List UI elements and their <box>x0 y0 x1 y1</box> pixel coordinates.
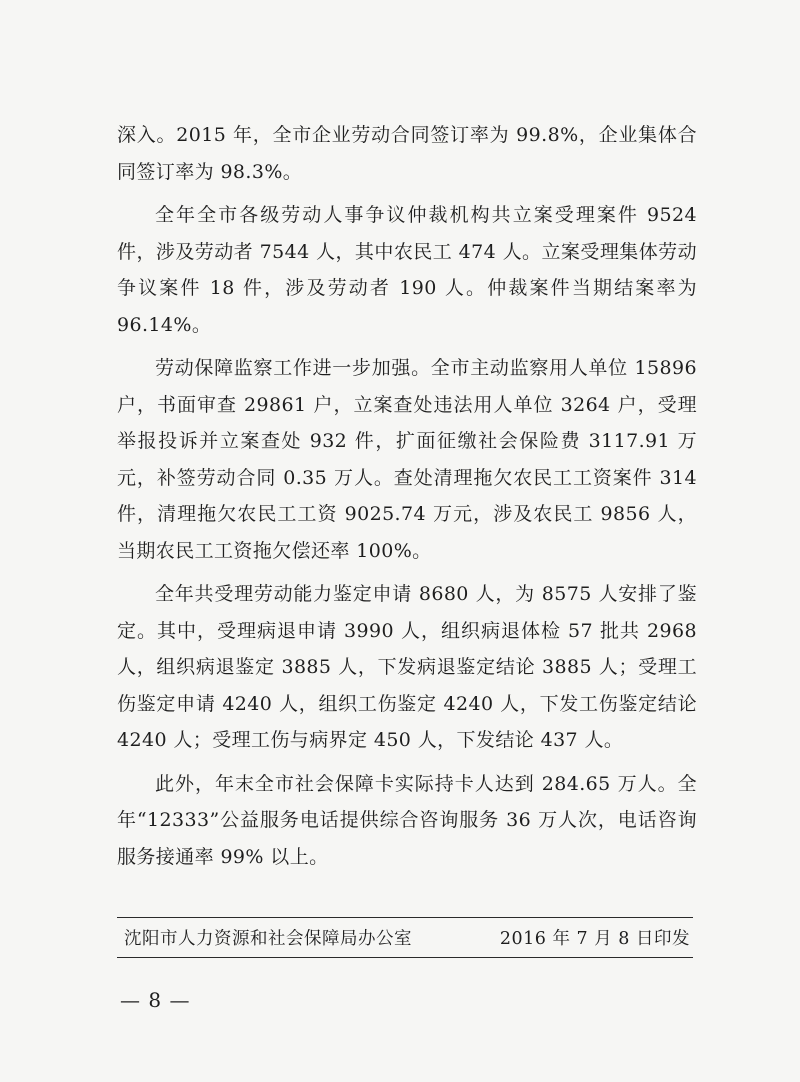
paragraph-social-security-card: 此外，年末全市社会保障卡实际持卡人达到 284.65 万人。全年“12333”公益服务电话提供综合咨询服务 36 万人次，电话咨询服务接通率 99% 以上。 <box>117 772 697 868</box>
issuing-office: 沈阳市人力资源和社会保障局办公室 <box>124 929 412 949</box>
paragraph-arbitration: 全年全市各级劳动人事争议仲裁机构共立案受理案件 9524 件，涉及劳动者 7544 人，其中农民工 474 人。立案受理集体劳动争议案件 18 件，涉及劳动者 190 人。仲裁案件当期结案率为 96.14%。 <box>117 204 697 336</box>
issue-date: 2016 年 7 月 8 日印发 <box>499 929 690 949</box>
paragraph-capacity-appraisal: 全年共受理劳动能力鉴定申请 8680 人，为 8575 人安排了鉴定。其中，受理病退申请 3990 人，组织病退体检 57 批共 2968 人，组织病退鉴定 3885 人，下发病退鉴定结论 3885 人；受理工伤鉴定申请 4240 人，组织工伤鉴定 4240 人，下发工伤鉴定结论 4240 人；受理工伤与病界定 450 人，下发结论 437 人。 <box>117 583 697 751</box>
body-text <box>117 117 697 882</box>
page-number: — 8 — <box>120 988 191 1012</box>
footer-top-rule <box>117 917 693 918</box>
paragraph-labor-inspection: 劳动保障监察工作进一步加强。全市主动监察用人单位 15896 户，书面审查 29861 户，立案查处违法用人单位 3264 户，受理举报投诉并立案查处 932 件，扩面征缴社会保险费 3117.91 万元，补签劳动合同 0.35 万人。查处清理拖欠农民工工资案件 314 件，清理拖欠农民工工资 9025.74 万元，涉及农民工 9856 人，当期农民工工资拖欠偿还率 100%。 <box>117 357 697 562</box>
paragraph-contract-rate: 深入。2015 年，全市企业劳动合同签订率为 99.8%，企业集体合同签订率为 98.3%。 <box>117 124 697 183</box>
footer-bottom-rule <box>117 957 693 958</box>
